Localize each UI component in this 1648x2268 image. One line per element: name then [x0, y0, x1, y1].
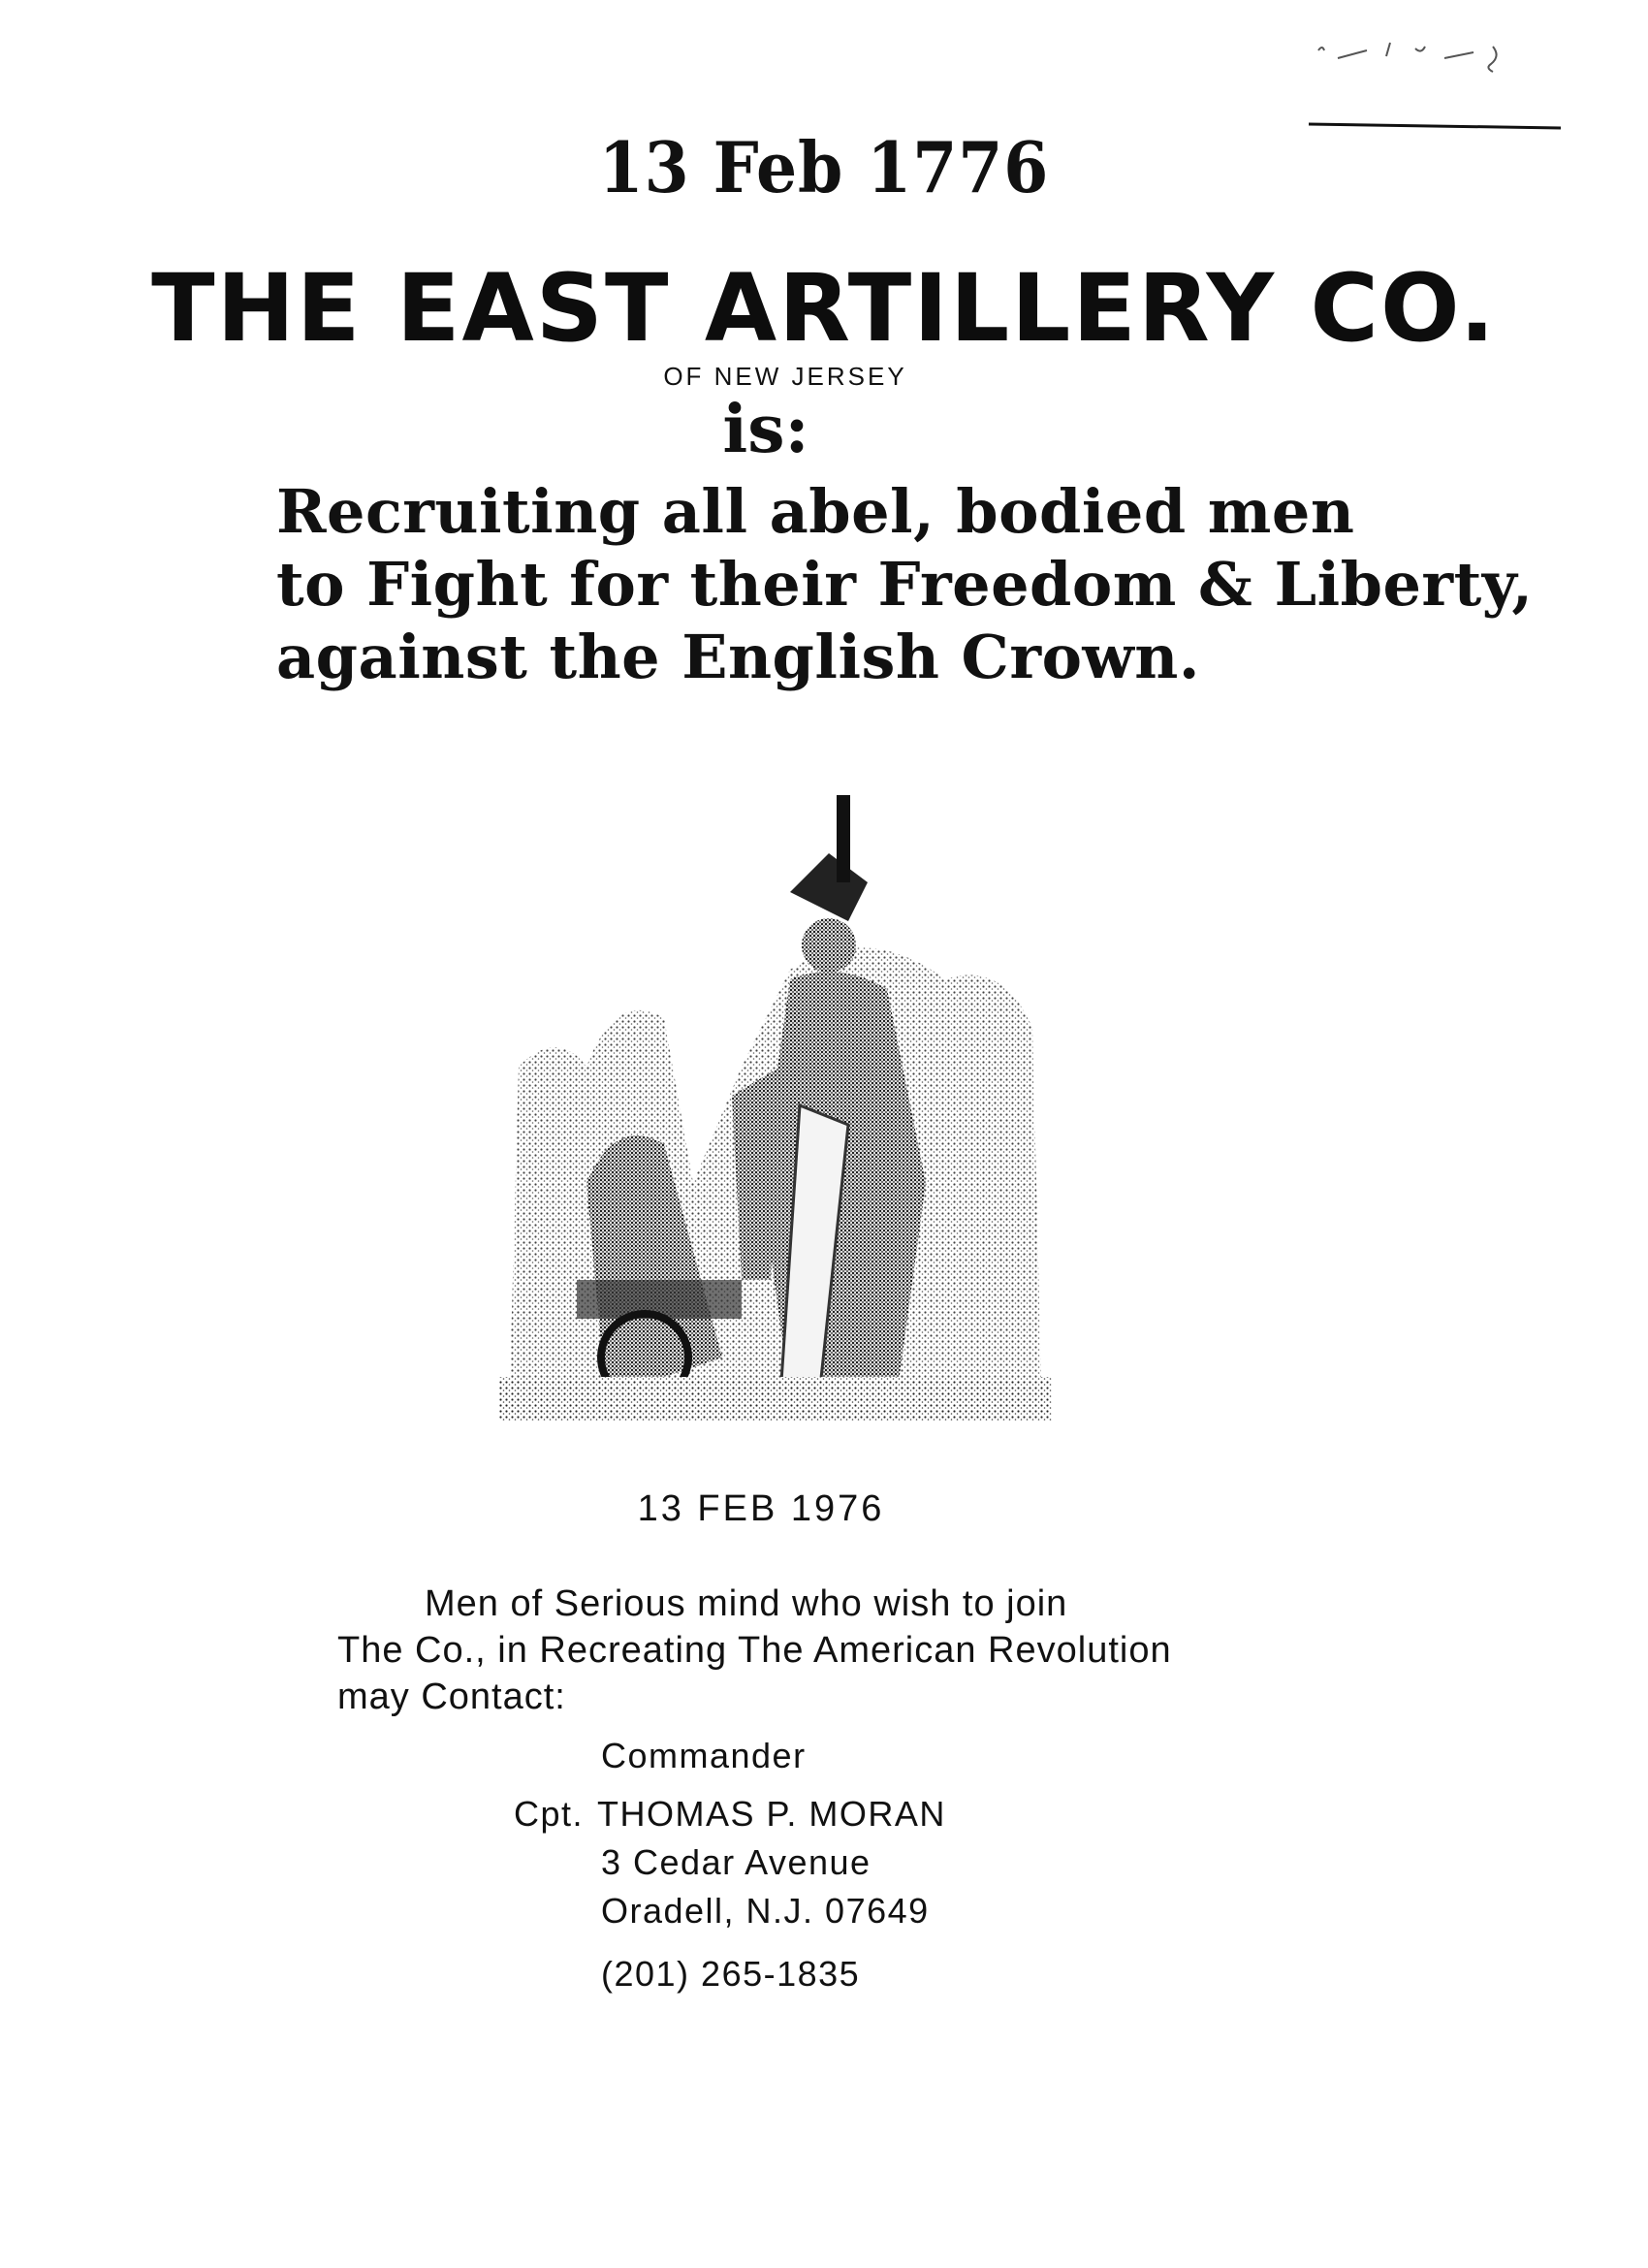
recruit-line-1: Recruiting all abel, bodied men: [276, 476, 1355, 547]
contact-city: Oradell, N.J. 07649: [601, 1891, 930, 1931]
company-name: THE EAST ARTILLERY CO.: [151, 254, 1497, 363]
contact-name: THOMAS P. MORAN: [597, 1794, 946, 1834]
historic-date: 13 Feb 1776: [598, 126, 1050, 208]
contact-street: 3 Cedar Avenue: [601, 1842, 872, 1882]
connector-word: is:: [722, 391, 809, 468]
recruit-line-3: against the English Crown.: [276, 622, 1200, 692]
contact-title: Commander: [601, 1736, 807, 1775]
invite-line-1: Men of Serious mind who wish to join: [425, 1583, 1068, 1624]
handwritten-annotation: [1299, 29, 1570, 136]
invite-line-3: may Contact:: [337, 1677, 566, 1717]
event-date: 13 FEB 1976: [637, 1488, 885, 1529]
soldier-with-cannon-illustration: [499, 776, 1052, 1421]
contact-name-line: [514, 1794, 946, 1835]
recruitment-message: [276, 475, 1595, 693]
contact-rank: Cpt.: [514, 1794, 585, 1834]
invitation-text: [337, 1581, 1307, 1720]
invite-line-2: The Co., in Recreating The American Revolution: [337, 1630, 1172, 1671]
company-state: OF NEW JERSEY: [663, 362, 907, 391]
contact-phone: (201) 265-1835: [601, 1954, 861, 1994]
recruit-line-2: to Fight for their Freedom & Liberty,: [276, 549, 1534, 620]
